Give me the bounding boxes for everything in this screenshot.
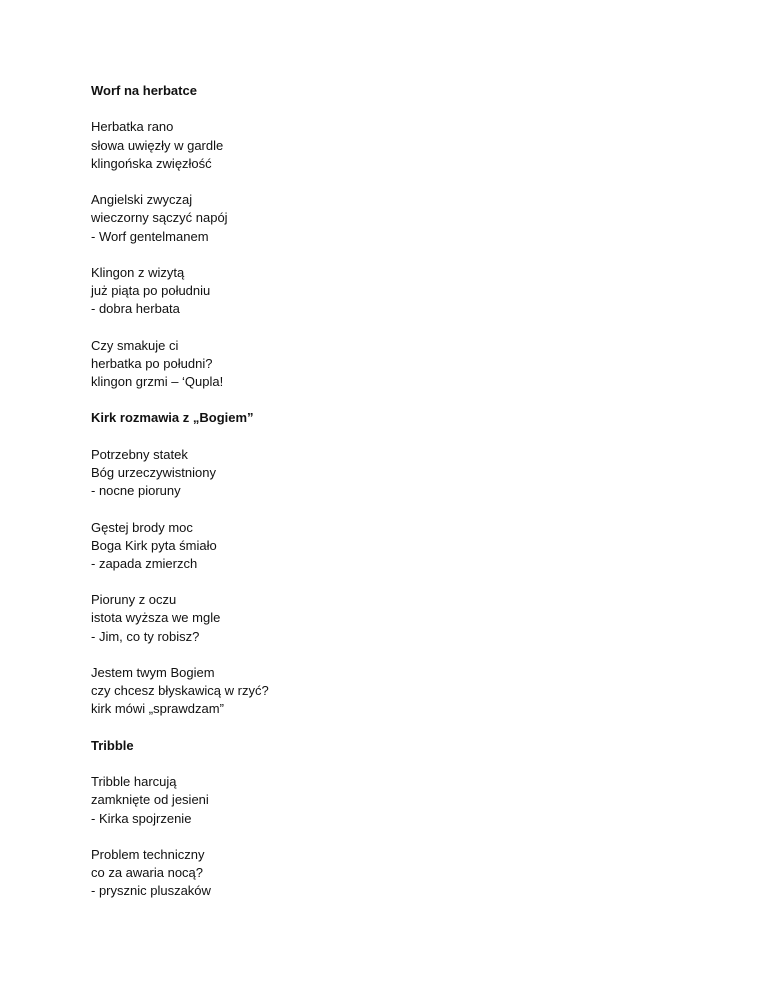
poem-line: wieczorny sączyć napój	[91, 210, 228, 226]
poem-line: klingon grzmi – ‘Qupla!	[91, 374, 224, 389]
poem-line: - Worf gentelmanem	[91, 228, 209, 244]
poem-title: Kirk rozmawia z „Bogiem”	[91, 410, 254, 426]
poem-line: zamknięte od jesieni	[91, 792, 209, 808]
poem-line: Czy smakuje ci	[91, 337, 179, 353]
poem-line: istota wyższa we mgle	[91, 610, 221, 626]
poem-line: Jestem twym Bogiem	[91, 665, 215, 680]
poem-line: Klingon z wizytą	[91, 264, 185, 280]
poem-line: Pioruny z oczu	[91, 592, 177, 608]
stanza	[91, 846, 691, 901]
poem-line: - prysznic pluszaków	[91, 883, 211, 899]
poem-section	[91, 82, 691, 391]
stanza	[91, 519, 691, 574]
stanza	[91, 191, 691, 246]
poem-title: Worf na herbatce	[91, 83, 197, 98]
poem-line: Bóg urzeczywistniony	[91, 464, 216, 480]
poem-line: słowa uwięzły w gardle	[91, 137, 224, 153]
poem-line: herbatka po południ?	[91, 355, 213, 371]
poem-line: czy chcesz błyskawicą w rzyć?	[91, 683, 269, 699]
poem-section	[91, 409, 691, 718]
poem-line: - zapada zmierzch	[91, 555, 198, 571]
stanza	[91, 264, 691, 319]
poem-line: - Kirka spojrzenie	[91, 810, 192, 826]
poem-line: Problem techniczny	[91, 846, 205, 862]
poem-line: - dobra herbata	[91, 301, 180, 317]
stanza	[91, 118, 691, 173]
stanza	[91, 664, 691, 719]
stanza	[91, 773, 691, 828]
poem-line: Gęstej brody moc	[91, 519, 193, 535]
poem-line: Tribble harcują	[91, 774, 177, 790]
poem-line: Boga Kirk pyta śmiało	[91, 537, 217, 553]
poem-line: co za awaria nocą?	[91, 865, 204, 881]
poem-line: Angielski zwyczaj	[91, 192, 193, 208]
poem-line: - nocne pioruny	[91, 483, 181, 499]
stanza	[91, 337, 691, 392]
stanza	[91, 446, 691, 501]
poem-line: klingońska zwięzłość	[91, 155, 212, 171]
poem-section	[91, 737, 691, 901]
poem-line: Potrzebny statek	[91, 446, 188, 462]
poem-collection	[91, 82, 691, 919]
poem-line: - Jim, co ty robisz?	[91, 628, 200, 644]
poem-line: już piąta po południu	[91, 283, 211, 299]
poem-title: Tribble	[91, 737, 134, 753]
stanza	[91, 591, 691, 646]
poem-line: Herbatka rano	[91, 119, 174, 135]
poem-line: kirk mówi „sprawdzam”	[91, 701, 224, 717]
